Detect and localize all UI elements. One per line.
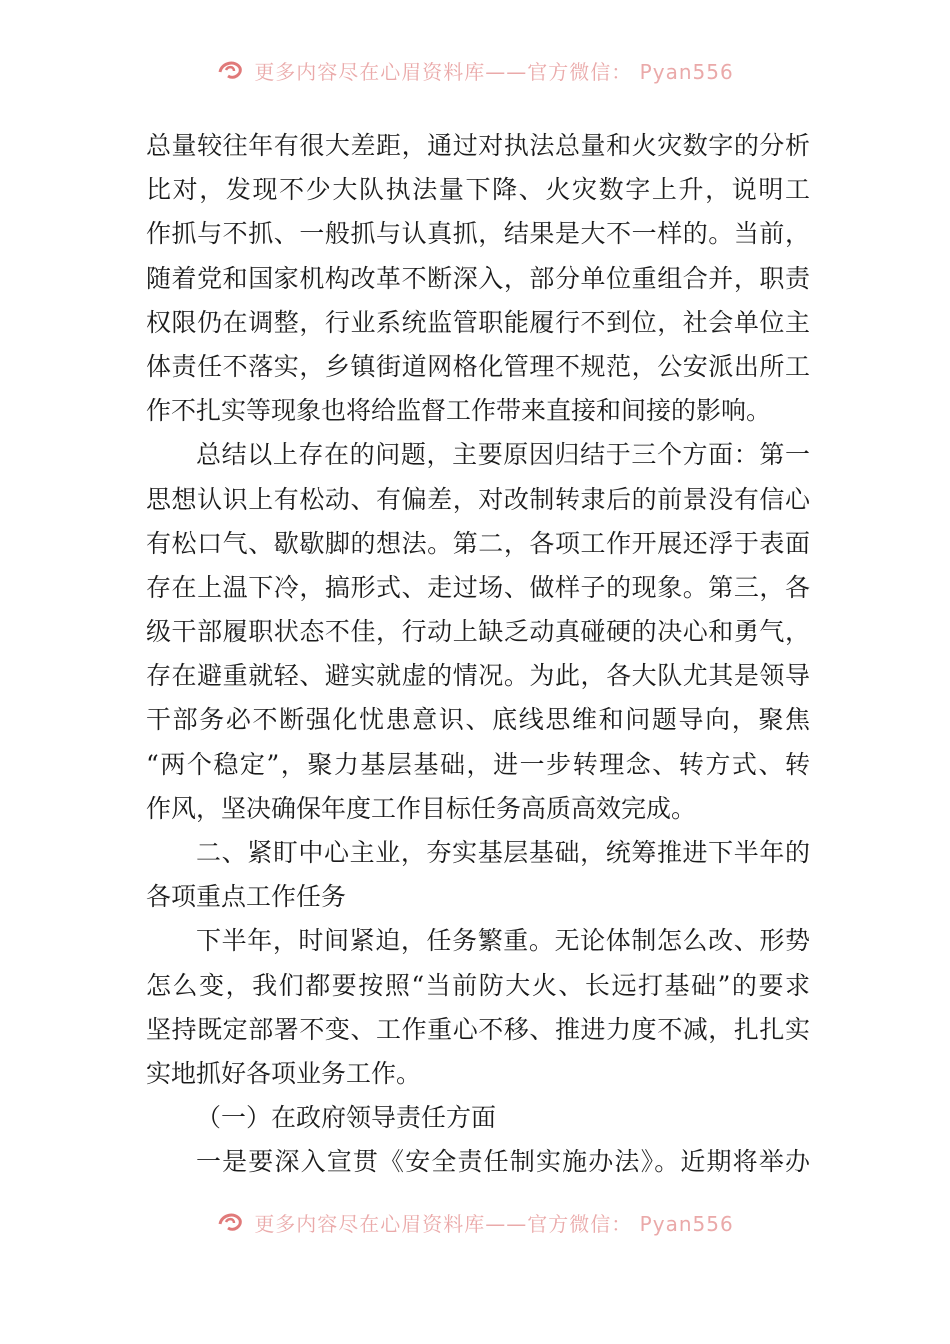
text-line: 二、紧盯中心主业，夯实基层基础，统筹推进下半年的 [196,838,810,867]
text-line: 有松口气、歇歇脚的想法。第二，各项工作开展还浮于表面 [146,528,810,558]
text-line: 下半年，时间紧迫，任务繁重。无论体制怎么改、形势 [196,926,810,956]
text-line: 思想认识上有松动、有偏差，对改制转隶后的前景没有信心 [146,484,810,514]
text-line: 坚持既定部署不变、工作重心不移、推进力度不减，扎扎实 [146,1014,810,1044]
text-line: （一）在政府领导责任方面 [196,1103,497,1133]
watermark-text: 更多内容尽在心眉资料库——官方微信： Pyan556 [254,1211,734,1236]
text-line: 存在上温下冷，搞形式、走过场、做样子的现象。第三，各 [146,572,810,602]
text-line: 干部务必不断强化忧患意识、底线思维和问题导向，聚焦 [146,705,810,735]
text-line: 比对，发现不少大队执法量下降、火灾数字上升，说明工 [146,175,810,205]
text-line: 权限仍在调整，行业系统监管职能履行不到位，社会单位主 [146,307,810,337]
swirl-logo-icon [216,1210,246,1234]
text-line: 总量较往年有很大差距，通过对执法总量和火灾数字的分析 [146,131,810,160]
header-watermark [0,50,950,90]
text-line: 实地抓好各项业务工作。 [146,1058,422,1088]
text-line: 级干部履职状态不佳，行动上缺乏动真碰硬的决心和勇气， [146,617,810,647]
text-line: 怎么变，我们都要按照“当前防大火、长远打基础”的要求 [146,970,810,1000]
text-line: 总结以上存在的问题，主要原因归结于三个方面：第一 [196,440,810,470]
text-line: “两个稳定”，聚力基层基础，进一步转理念、转方式、转 [146,749,810,779]
text-line: 作抓与不抓、一般抓与认真抓，结果是大不一样的。当前， [146,219,810,249]
text-line: 作风，坚决确保年度工作目标任务高质高效完成。 [146,793,697,823]
footer-watermark [0,1202,950,1242]
swirl-logo-icon [216,58,246,82]
text-line: 随着党和国家机构改革不断深入，部分单位重组合并，职责 [146,263,810,293]
watermark-text: 更多内容尽在心眉资料库——官方微信： Pyan556 [254,59,734,84]
document-body [146,124,810,1185]
text-line: 存在避重就轻、避实就虚的情况。为此，各大队尤其是领导 [146,661,810,691]
text-line: 作不扎实等现象也将给监督工作带来直接和间接的影响。 [146,396,772,426]
text-line: 一是要深入宣贯《安全责任制实施办法》。近期将举办 [196,1147,810,1177]
text-line: 体责任不落实，乡镇街道网格化管理不规范，公安派出所工 [146,351,810,381]
text-line: 各项重点工作任务 [146,882,347,912]
